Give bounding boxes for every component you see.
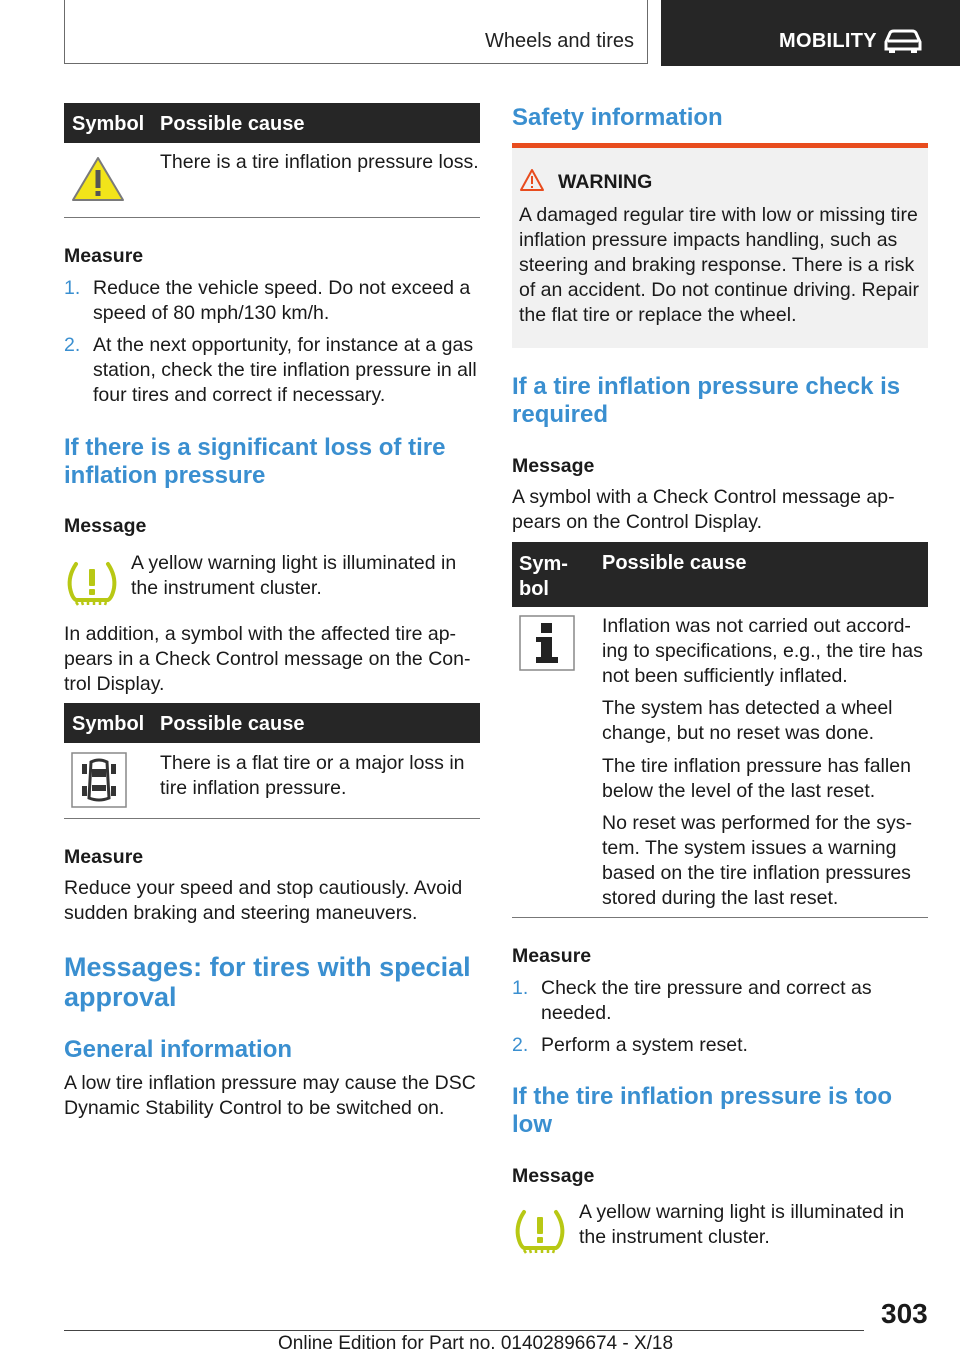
warning-bar [512, 143, 928, 148]
step-number: 2. [512, 1034, 529, 1056]
step-number: 2. [64, 334, 81, 356]
edition-text: Online Edition for Part no. 01402896674 - X/18 [278, 1333, 674, 1354]
step-text: Reduce the vehicle speed. Do not exceed a speed of 80 mph/130 km/h. [93, 277, 471, 324]
footer-divider [64, 1330, 864, 1331]
tire-pressure-warning-icon [64, 560, 120, 606]
table-header [512, 542, 928, 607]
chapter-title: MOBILITY [779, 30, 877, 52]
col-symbol: Sym- bol [519, 553, 568, 600]
section-heading-check-required: If a tire inflation pressure check is required [512, 373, 901, 428]
table-row-cause: There is a flat tire or a major loss in tire inflation pressure. [160, 752, 465, 799]
step-text: Check the tire pressure and correct as needed. [541, 977, 872, 1024]
measure-title: Measure [512, 945, 592, 967]
step-text: At the next opportunity, for instance at a gas station, check the tire inflation pressure in all four tires and correct if necessary. [93, 334, 477, 406]
table-row-cause: There is a tire inflation pressure loss. [160, 151, 479, 173]
measure-title: Measure [64, 245, 144, 267]
col-possible-cause: Possible cause [602, 552, 747, 574]
section-title: Wheels and tires [485, 30, 634, 52]
table-row-cause: Inflation was not carried out accord- ing to specifications, e.g., the tire has not been sufficiently inflated. [602, 615, 923, 687]
table-row-cause: The system has detected a wheel change, but no reset was done. [602, 697, 893, 744]
info-icon [519, 615, 575, 671]
table-header [64, 103, 480, 143]
message-text: A yellow warning light is illuminated in the instrument cluster. [131, 552, 457, 599]
table-header [64, 703, 480, 743]
step-number: 1. [512, 977, 529, 999]
paragraph: In addition, a symbol with the affected tire ap- pears in a Check Control message on the Con- trol Display. [64, 623, 471, 695]
col-symbol: Symbol [72, 713, 145, 735]
step-text: Perform a system reset. [541, 1034, 748, 1056]
col-possible-cause: Possible cause [160, 113, 305, 135]
table-divider [64, 818, 480, 819]
message-title: Message [64, 515, 147, 537]
table-row-cause: No reset was performed for the sys- tem. The system issues a warning based on the tire inflation pressures stored during the last reset. [602, 812, 912, 909]
paragraph: A low tire inflation pressure may cause the DSC Dynamic Stability Control to be switched on. [64, 1072, 476, 1119]
page-number: 303 [881, 1298, 928, 1329]
warning-icon [519, 168, 545, 192]
step-number: 1. [64, 277, 81, 299]
flat-tire-car-icon [71, 752, 127, 808]
tire-pressure-warning-icon [512, 1208, 568, 1254]
sub-heading-general-information: General information [64, 1036, 293, 1063]
message-title: Message [512, 455, 595, 477]
col-possible-cause: Possible cause [160, 713, 305, 735]
car-icon [882, 28, 924, 54]
warning-text: A damaged regular tire with low or missing tire inflation pressure impacts handling, such as steering and braking response. There is a risk of an accident. Do not continue driving. Repair the flat tire or replace the wheel. [519, 204, 919, 326]
section-heading-significant-loss: If there is a significant loss of tire inflation pressure [64, 434, 446, 489]
section-heading-too-low: If the tire inflation pressure is too low [512, 1083, 893, 1138]
message-title: Message [512, 1165, 595, 1187]
table-row-cause: The tire inflation pressure has fallen below the level of the last reset. [602, 755, 911, 802]
warning-triangle-icon [70, 155, 126, 203]
section-heading-safety: Safety information [512, 104, 723, 131]
message-text: A yellow warning light is illuminated in the instrument cluster. [579, 1201, 905, 1248]
measure-title: Measure [64, 846, 144, 868]
col-symbol: Symbol [72, 113, 145, 135]
table-divider [512, 917, 928, 918]
message-text: A symbol with a Check Control message ap- pears on the Control Display. [512, 486, 895, 533]
warning-label: WARNING [558, 171, 653, 193]
table-divider [64, 217, 480, 218]
paragraph: Reduce your speed and stop cautiously. Avoid sudden braking and steering maneuvers. [64, 877, 463, 924]
section-heading-special-approval: Messages: for tires with special approval [64, 952, 471, 1012]
